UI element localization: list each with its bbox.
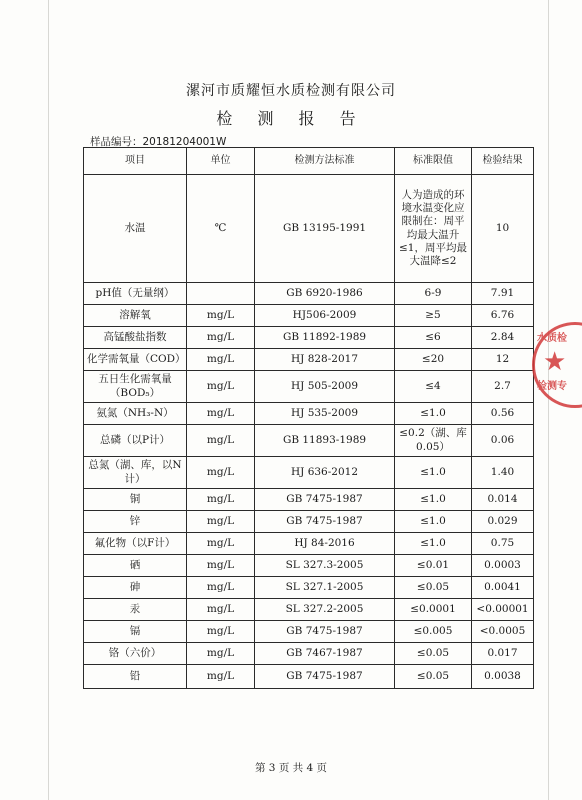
cell-item: 汞 [84,599,187,621]
table-row [84,457,534,489]
cell-result: 0.0041 [472,577,534,599]
cell-method: SL 327.3-2005 [255,555,395,577]
cell-item: pH值（无量纲） [84,283,187,305]
table-row [84,643,534,665]
report-title: 检 测 报 告 [216,109,366,128]
cell-result: <0.0005 [472,621,534,643]
cell-item: 铬（六价） [84,643,187,665]
cell-item: 锌 [84,511,187,533]
table-row [84,665,534,689]
cell-result: 12 [472,349,534,371]
cell-item: 高锰酸盐指数 [84,327,187,349]
cell-limit: 人为造成的环境水温变化应限制在：周平均最大温升≤1，周平均最大温降≤2 [395,175,472,283]
table-row [84,621,534,643]
cell-result: 2.7 [472,371,534,403]
cell-item: 镉 [84,621,187,643]
cell-result: 0.0038 [472,665,534,689]
cell-limit: ≤1.0 [395,533,472,555]
cell-unit: ℃ [187,175,255,283]
table-row [84,371,534,403]
cell-unit: mg/L [187,643,255,665]
header-unit: 单位 [187,148,255,175]
company-name: 漯河市质耀恒水质检测有限公司 [186,83,396,99]
cell-limit: ≤1.0 [395,511,472,533]
cell-result: 0.0003 [472,555,534,577]
cell-unit: mg/L [187,599,255,621]
results-table [83,147,534,689]
cell-item: 硒 [84,555,187,577]
header-result: 检验结果 [472,148,534,175]
table-row [84,175,534,283]
cell-result: 0.029 [472,511,534,533]
cell-method: HJ 636-2012 [255,457,395,489]
cell-method: HJ 84-2016 [255,533,395,555]
cell-method: HJ 505-2009 [255,371,395,403]
cell-limit: ≤1.0 [395,489,472,511]
cell-unit: mg/L [187,305,255,327]
cell-method: GB 7467-1987 [255,643,395,665]
cell-method: GB 13195-1991 [255,175,395,283]
cell-method: SL 327.2-2005 [255,599,395,621]
cell-unit: mg/L [187,489,255,511]
cell-limit: ≤0.0001 [395,599,472,621]
cell-result: 1.40 [472,457,534,489]
sample-number: 样品编号：20181204001W [90,136,227,148]
table-row [84,577,534,599]
cell-item: 总磷（以P计） [84,425,187,457]
company-seal [532,322,582,408]
cell-method: GB 7475-1987 [255,489,395,511]
table-row [84,533,534,555]
page-number: 第 3 页 共 4 页 [254,762,328,774]
cell-method: GB 11893-1989 [255,425,395,457]
cell-limit: ≤0.05 [395,577,472,599]
cell-unit [187,283,255,305]
table-row [84,305,534,327]
cell-method: GB 6920-1986 [255,283,395,305]
table-header-row [84,148,534,175]
cell-result: 2.84 [472,327,534,349]
table-row [84,327,534,349]
table-row [84,403,534,425]
cell-unit: mg/L [187,621,255,643]
cell-result: 0.014 [472,489,534,511]
cell-unit: mg/L [187,425,255,457]
star-icon: ★ [543,347,567,377]
cell-item: 氟化物（以F计） [84,533,187,555]
cell-unit: mg/L [187,403,255,425]
cell-limit: ≤0.05 [395,643,472,665]
cell-limit: ≤6 [395,327,472,349]
header-limit: 标准限值 [395,148,472,175]
cell-unit: mg/L [187,327,255,349]
cell-limit: ≤0.2（湖、库0.05） [395,425,472,457]
cell-item: 化学需氧量（COD） [84,349,187,371]
cell-limit: ≤1.0 [395,403,472,425]
cell-result: <0.00001 [472,599,534,621]
cell-result: 0.75 [472,533,534,555]
cell-unit: mg/L [187,511,255,533]
cell-item: 砷 [84,577,187,599]
cell-unit: mg/L [187,457,255,489]
cell-item: 溶解氧 [84,305,187,327]
cell-result: 6.76 [472,305,534,327]
cell-result: 0.56 [472,403,534,425]
table-row [84,349,534,371]
cell-method: HJ506-2009 [255,305,395,327]
cell-method: GB 7475-1987 [255,621,395,643]
seal-text-bottom: 检测专 [537,381,567,392]
cell-method: HJ 828-2017 [255,349,395,371]
table-row [84,425,534,457]
cell-limit: ≤0.01 [395,555,472,577]
cell-unit: mg/L [187,577,255,599]
cell-method: HJ 535-2009 [255,403,395,425]
cell-item: 五日生化需氧量（BOD₅） [84,371,187,403]
cell-item: 水温 [84,175,187,283]
table-row [84,599,534,621]
table-row [84,489,534,511]
cell-limit: ≤1.0 [395,457,472,489]
cell-result: 10 [472,175,534,283]
cell-result: 7.91 [472,283,534,305]
cell-limit: ≥5 [395,305,472,327]
cell-unit: mg/L [187,533,255,555]
table-row [84,283,534,305]
cell-item: 氨氮（NH₃-N） [84,403,187,425]
cell-unit: mg/L [187,555,255,577]
cell-item: 总氮（湖、库，以N计） [84,457,187,489]
cell-method: GB 7475-1987 [255,665,395,689]
header-method: 检测方法标准 [255,148,395,175]
cell-result: 0.017 [472,643,534,665]
cell-unit: mg/L [187,665,255,689]
cell-limit: ≤20 [395,349,472,371]
cell-method: SL 327.1-2005 [255,577,395,599]
cell-limit: ≤0.005 [395,621,472,643]
cell-unit: mg/L [187,371,255,403]
cell-unit: mg/L [187,349,255,371]
cell-item: 铅 [84,665,187,689]
table-row [84,511,534,533]
seal-text-top: 水质检 [537,333,567,344]
cell-method: GB 11892-1989 [255,327,395,349]
cell-limit: ≤0.05 [395,665,472,689]
cell-method: GB 7475-1987 [255,511,395,533]
cell-limit: ≤4 [395,371,472,403]
table-row [84,555,534,577]
header-item: 项目 [84,148,187,175]
cell-item: 铜 [84,489,187,511]
cell-limit: 6-9 [395,283,472,305]
cell-result: 0.06 [472,425,534,457]
